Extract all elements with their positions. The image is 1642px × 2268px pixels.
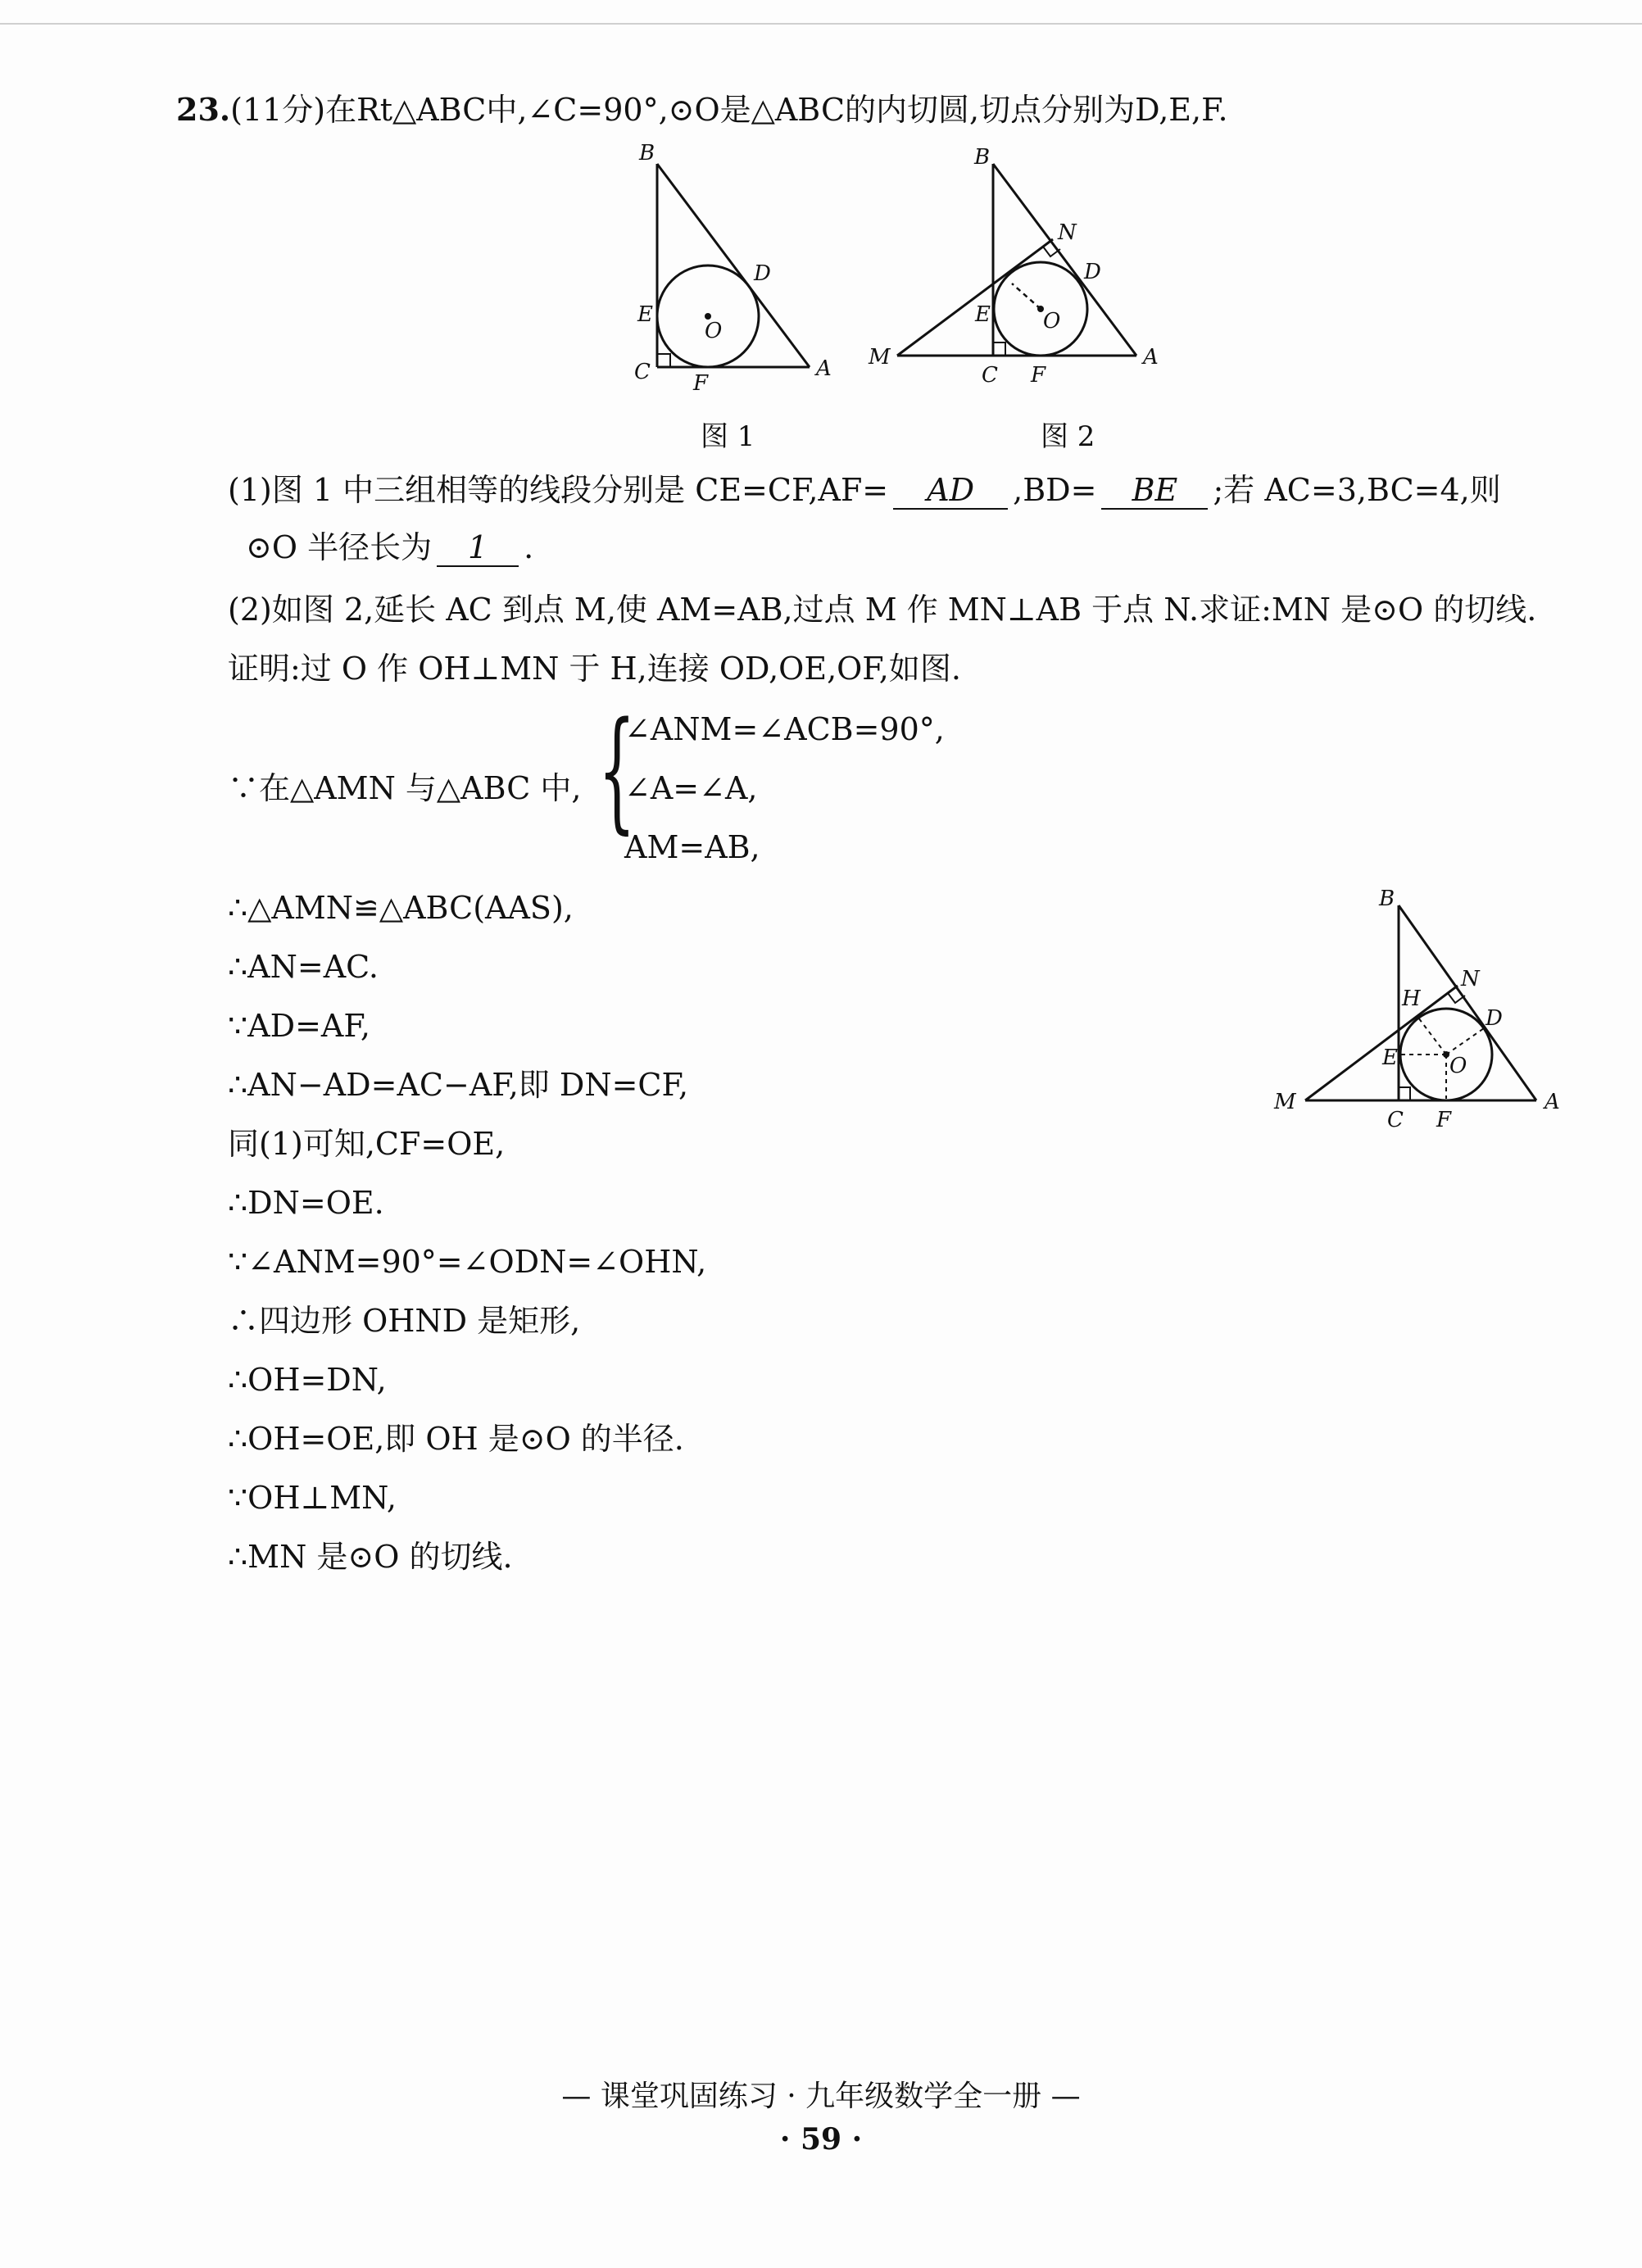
fig2-label-b: B bbox=[974, 145, 991, 170]
fig1-side-ab bbox=[657, 164, 810, 367]
proof-line: ∵∠ANM=90°=∠ODN=∠OHN, bbox=[228, 1244, 707, 1280]
figure-1 bbox=[623, 139, 844, 393]
fig3-label-m: M bbox=[1274, 1090, 1296, 1114]
proof-line: 证明:过 O 作 OH⊥MN 于 H,连接 OD,OE,OF,如图. bbox=[228, 651, 961, 687]
fig3-segment-oh bbox=[1418, 1018, 1446, 1055]
proof-line: AM=AB, bbox=[624, 829, 760, 865]
proof-line: ∠ANM=∠ACB=90°, bbox=[624, 711, 945, 747]
answer-blank-radius: 1 bbox=[437, 529, 519, 567]
fig2-right-angle-c bbox=[993, 342, 1005, 356]
proof-line: ∵在△AMN 与△ABC 中, bbox=[228, 770, 582, 806]
fig3-label-e: E bbox=[1382, 1046, 1398, 1070]
fig3-label-f: F bbox=[1436, 1108, 1452, 1132]
proof-line: ∵AD=AF, bbox=[228, 1008, 370, 1044]
part1-post: ;若 AC=3,BC=4,则 bbox=[1213, 472, 1501, 508]
part1-line2-post: . bbox=[524, 529, 534, 565]
fig3-label-o: O bbox=[1449, 1054, 1467, 1078]
fig1-label-f: F bbox=[693, 371, 709, 393]
fig1-label-d: D bbox=[754, 261, 771, 286]
fig3-label-a: A bbox=[1544, 1090, 1560, 1114]
page-number: · 59 · bbox=[779, 2122, 863, 2157]
proof-line: ∴四边形 OHND 是矩形, bbox=[228, 1303, 581, 1339]
proof-line: ∴DN=OE. bbox=[228, 1185, 384, 1221]
part1-line2 bbox=[246, 526, 533, 569]
proof-line: 同(1)可知,CF=OE, bbox=[228, 1126, 506, 1162]
fig2-label-d: D bbox=[1084, 260, 1101, 284]
fig2-side-ab bbox=[993, 164, 1136, 356]
fig1-caption: 图 1 bbox=[701, 420, 755, 453]
fig3-segment-od bbox=[1446, 1028, 1484, 1055]
question-text: (11分)在Rt△ABC中,∠C=90°,⊙O是△ABC的内切圆,切点分别为D,E,F. bbox=[230, 92, 1228, 128]
fig3-center-dot bbox=[1443, 1051, 1449, 1058]
fig1-label-c: C bbox=[634, 360, 651, 384]
figure-3 bbox=[1266, 881, 1577, 1135]
fig1-label-e: E bbox=[637, 302, 653, 327]
proof-line: ∵OH⊥MN, bbox=[228, 1480, 397, 1516]
fig3-label-d: D bbox=[1486, 1006, 1503, 1031]
top-rule bbox=[0, 23, 1642, 25]
part1-mid: ,BD= bbox=[1013, 472, 1097, 508]
fig1-right-angle-mark bbox=[657, 354, 670, 367]
fig2-caption: 图 2 bbox=[1041, 420, 1095, 453]
fig2-label-n: N bbox=[1058, 220, 1077, 245]
fig2-label-o: O bbox=[1043, 309, 1061, 333]
fig2-label-m: M bbox=[869, 345, 891, 370]
fig1-label-b: B bbox=[639, 141, 655, 166]
fig3-label-c: C bbox=[1387, 1108, 1404, 1132]
fig2-right-angle-n bbox=[1043, 247, 1060, 256]
fig1-label-o: O bbox=[705, 319, 723, 343]
fig2-dashed-radius bbox=[1012, 284, 1041, 309]
fig3-label-h: H bbox=[1402, 987, 1421, 1011]
question-stem bbox=[176, 88, 1228, 131]
fig3-label-n: N bbox=[1461, 967, 1480, 991]
fig2-label-e: E bbox=[975, 302, 991, 327]
question-number: 23. bbox=[176, 91, 231, 128]
proof-line: ∴AN−AD=AC−AF,即 DN=CF, bbox=[228, 1067, 689, 1103]
answer-blank-bd: BE bbox=[1101, 472, 1208, 510]
footer-title: — 课堂巩固练习 · 九年级数学全一册 — bbox=[561, 2080, 1081, 2113]
proof-line: ∴MN 是⊙O 的切线. bbox=[228, 1539, 513, 1575]
fig2-line-mn bbox=[897, 239, 1053, 356]
fig3-label-b: B bbox=[1379, 887, 1395, 911]
fig3-right-angle-c bbox=[1399, 1087, 1410, 1100]
proof-line: ∴OH=OE,即 OH 是⊙O 的半径. bbox=[228, 1421, 684, 1457]
fig2-label-c: C bbox=[982, 363, 998, 388]
fig1-label-a: A bbox=[816, 356, 832, 381]
proof-line: ∴△AMN≌△ABC(AAS), bbox=[228, 890, 574, 926]
part1-pre: (1)图 1 中三组相等的线段分别是 CE=CF,AF= bbox=[228, 472, 889, 508]
fig3-line-mn bbox=[1305, 986, 1458, 1100]
fig2-label-a: A bbox=[1143, 345, 1159, 370]
part1-line2-pre: ⊙O 半径长为 bbox=[246, 529, 433, 565]
figure-2 bbox=[864, 139, 1176, 393]
proof-line: ∴OH=DN, bbox=[228, 1362, 387, 1398]
part2-problem: (2)如图 2,延长 AC 到点 M,使 AM=AB,过点 M 作 MN⊥AB 于点 N.求证:MN 是⊙O 的切线. bbox=[228, 592, 1537, 628]
part1-line1 bbox=[228, 469, 1501, 511]
proof-line: ∠A=∠A, bbox=[624, 770, 758, 806]
proof-line: ∴AN=AC. bbox=[228, 949, 379, 985]
system-brace: { bbox=[598, 693, 636, 846]
fig2-label-f: F bbox=[1031, 363, 1046, 388]
answer-blank-af: AD bbox=[893, 472, 1008, 510]
